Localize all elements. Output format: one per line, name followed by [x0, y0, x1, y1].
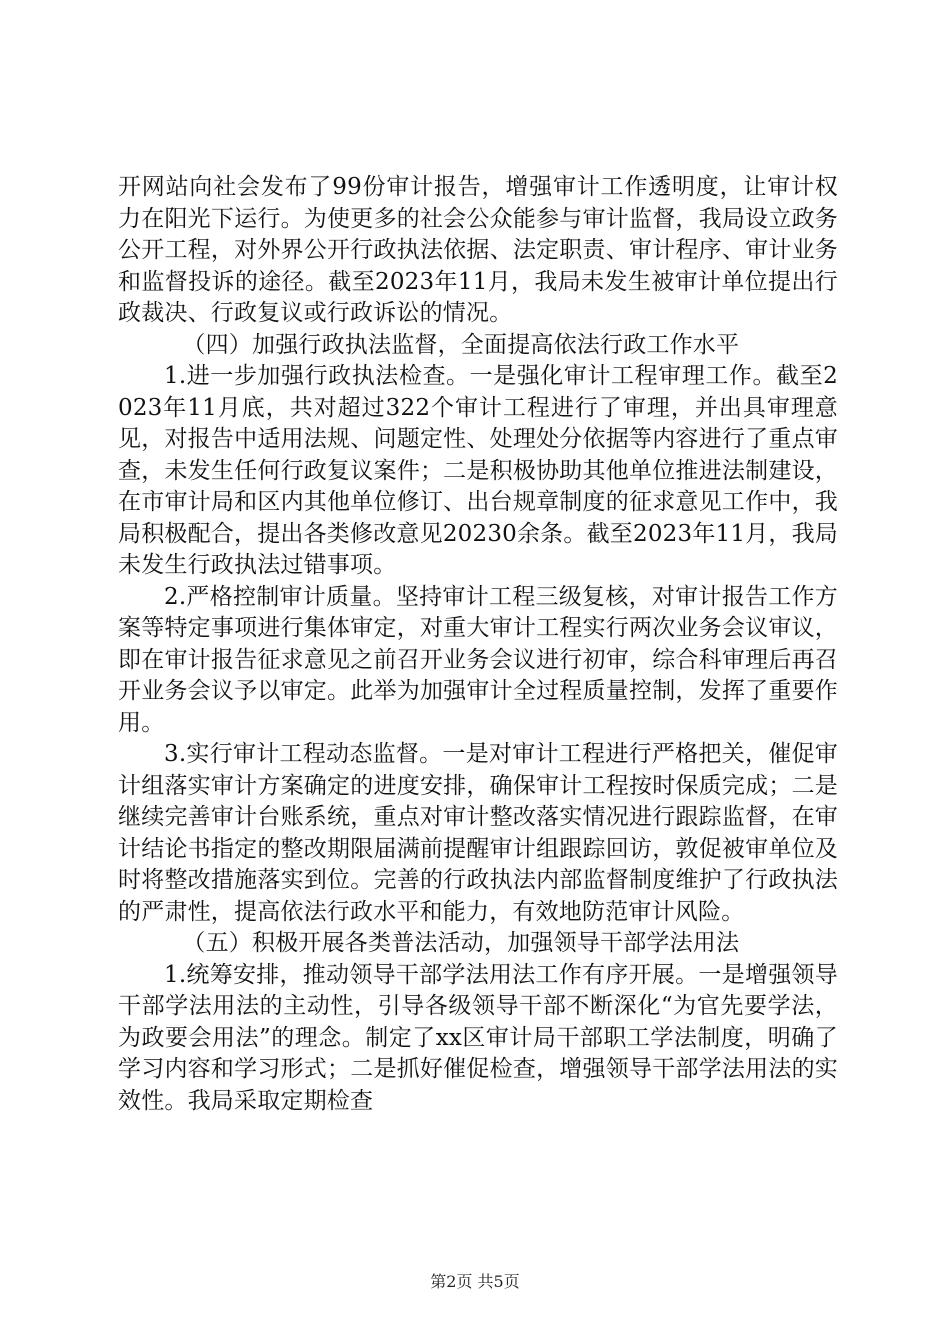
section-heading-5: （五）积极开展各类普法活动，加强领导干部学法用法 [182, 930, 740, 956]
page-number-footer: 第2页 共5页 [430, 1272, 520, 1291]
paragraph-law-enforcement-check: 1.进一步加强行政执法检查。一是强化审计工程审理工作。截至2023年11月底，共对超过322个审计工程进行了审理，并出具审理意见，对报告中适用法规、问题定性、处理处分依据等内容进行了重点审查，未发生任何行政复议案件；二是积极协助其他单位推进法制建设，在市审计局和区内其他单位修订、出台规章制度的征求意见工作中，我局积极配合，提出各类修改意见20230余条。截至2023年11月，我局未发生行政执法过错事项。 [118, 363, 838, 578]
paragraph-audit-quality: 2.严格控制审计质量。坚持审计工程三级复核，对审计报告工作方案等特定事项进行集体审定，对重大审计工程实行两次业务会议审议，即在审计报告征求意见之前召开业务会议进行初审，综合科审理后再召开业务会议予以审定。此举为加强审计全过程质量控制，发挥了重要作用。 [118, 583, 838, 736]
document-body [118, 172, 838, 1117]
paragraph-dynamic-supervision: 3.实行审计工程动态监督。一是对审计工程进行严格把关，催促审计组落实审计方案确定的进度安排，确保审计工程按时保质完成；二是继续完善审计台账系统，重点对审计整改落实情况进行跟踪监督，在审计结论书指定的整改期限届满前提醒审计组跟踪回访，敦促被审单位及时将整改措施落实到位。完善的行政执法内部监督制度维护了行政执法的严肃性，提高依法行政水平和能力，有效地防范审计风险。 [118, 741, 838, 925]
section-heading-4: （四）加强行政执法监督，全面提高依法行政工作水平 [182, 331, 740, 358]
paragraph-continued: 开网站向社会发布了99份审计报告，增强审计工作透明度，让审计权力在阳光下运行。为使更多的社会公众能参与审计监督，我局设立政务公开工程，对外界公开行政执法依据、法定职责、审计程序、审计业务和监督投诉的途径。截至2023年11月，我局未发生被审计单位提出行政裁决、行政复议或行政诉讼的情况。 [118, 174, 838, 326]
paragraph-leader-law-study: 1.统筹安排，推动领导干部学法用法工作有序开展。一是增强领导干部学法用法的主动性，引导各级领导干部不断深化“为官先要学法，为政要会用法”的理念。制定了xx区审计局干部职工学法制度，明确了学习内容和学习形式；二是抓好催促检查，增强领导干部学法用法的实效性。我局采取定期检查 [118, 961, 838, 1114]
